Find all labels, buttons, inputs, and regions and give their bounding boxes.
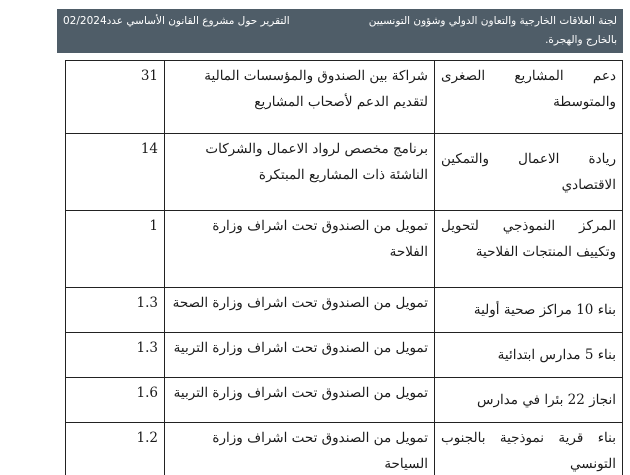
funding-cell: تمويل من الصندوق تحت اشراف وزارة التربية — [165, 378, 435, 423]
funding-cell: تمويل من الصندوق تحت اشراف وزارة التربية — [165, 333, 435, 378]
project-cell: المركز النموذجي لتحويل وتكييف المنتجات الفلاحية — [435, 211, 623, 288]
table-row — [66, 288, 623, 333]
table-row — [66, 378, 623, 423]
projects-table — [65, 60, 623, 475]
table-row — [66, 134, 623, 211]
table-row — [66, 333, 623, 378]
value-cell: 1.3 — [66, 288, 165, 333]
value-cell: 1.2 — [66, 423, 165, 475]
value-cell: 31 — [66, 61, 165, 134]
funding-cell: تمويل من الصندوق تحت اشراف وزارة الفلاحة — [165, 211, 435, 288]
funding-cell: تمويل من الصندوق تحت اشراف وزارة الصحة — [165, 288, 435, 333]
project-cell: دعم المشاريع الصغرى والمتوسطة — [435, 61, 623, 134]
value-cell: 1.6 — [66, 378, 165, 423]
project-cell: ريادة الاعمال والتمكين الاقتصادي — [435, 134, 623, 211]
funding-cell: برنامج مخصص لرواد الاعمال والشركات الناشئة ذات المشاريع المبتكرة — [165, 134, 435, 211]
funding-cell: تمويل من الصندوق تحت اشراف وزارة السياحة — [165, 423, 435, 475]
value-cell: 1 — [66, 211, 165, 288]
project-cell: بناء 5 مدارس ابتدائية — [435, 333, 623, 378]
committee-title: لجنة العلاقات الخارجية والتعاون الدولي وشؤون التونسيين بالخارج والهجرة. — [368, 15, 617, 46]
table-row — [66, 423, 623, 475]
project-cell: بناء 10 مراكز صحية أولية — [435, 288, 623, 333]
table-row — [66, 61, 623, 134]
table-row — [66, 211, 623, 288]
funding-cell: شراكة بين الصندوق والمؤسسات المالية لتقديم الدعم لأصحاب المشاريع — [165, 61, 435, 134]
value-cell: 14 — [66, 134, 165, 211]
page-header — [57, 9, 623, 53]
report-title: التقرير حول مشروع القانون الأساسي عدد02/2024 — [63, 15, 290, 27]
project-cell: بناء قرية نموذجية بالجنوب التونسي — [435, 423, 623, 475]
project-cell: انجاز 22 بئرا في مدارس — [435, 378, 623, 423]
value-cell: 1.3 — [66, 333, 165, 378]
